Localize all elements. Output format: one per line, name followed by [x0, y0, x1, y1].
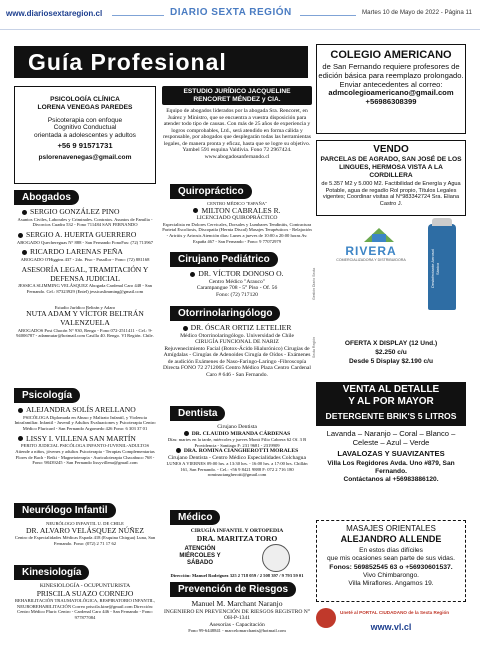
pediatra-details: Centro Médico "Arauco"	[208, 278, 266, 285]
ad-estudio-juridico	[162, 86, 312, 160]
ad-subtitle: PARCELAS DE AGRADO, SAN JOSÉ DE LOS LINGUES, HERMOSA VISTA A LA CORDILLERA	[320, 156, 462, 179]
bullet-icon	[193, 208, 198, 213]
ad-email[interactable]: admcolegioamericano@gmail.com	[328, 88, 454, 98]
lawyer-details: ABOGADO O'Higgins 437 - 2do. Piso - Pasaflor - Fono: (72) 881168	[20, 257, 150, 263]
dentist-details: LUNES A VIERNES 09:00 hrs. a 13:30 hrs. - 16:00 hrs. a 17:00 hrs. Chillán 161, San Fernando. - Cel.: +56 9 8421 9888 F: 072 2 716 180 rominaciangherotti@gmail.com	[166, 461, 308, 478]
ad-phone[interactable]: +56986308399	[365, 97, 417, 107]
quiro-details: CENTRO MÉDICO "ESPAÑA"	[207, 201, 267, 206]
offer-price: $2.250 c/u	[375, 349, 407, 356]
page-header	[0, 0, 480, 30]
ad-venta-banner	[316, 382, 466, 426]
section-neurologo: Neurólogo Infantil	[14, 503, 116, 518]
psicologia-list	[14, 406, 156, 466]
venta-colors: Lavanda – Naranjo – Coral – Blanco – Celeste – Azul – Verde	[326, 429, 456, 447]
neuro-details: Centro de Especialidades Médicas Espada 418 (Esquina Chirgua) Luna, San Fernando. Fono: (072) 2 71 17 62	[14, 535, 156, 546]
bullet-icon	[176, 448, 181, 453]
rivera-tagline: COMERCIALIZADORA Y DISTRIBUIDORA	[336, 258, 406, 262]
venta-contact[interactable]: Contáctanos al +56983886120.	[343, 475, 439, 483]
firm-website[interactable]: www.abogadosanfernando.cl	[204, 153, 270, 160]
portal-text: Uneté al PORTAL CIUDADANO de la Sexta Región	[340, 610, 450, 615]
psychologist-details: PSICÓLOGA Diplomada en Abuso y Maltrato Infantil, y Violencia Intrafamiliar. Infantil - Juvenil y Adultos Evaluaciones y Psicoterapia Centro Médico Pluricard - San Fernando Argomedo 426 Fono: 6 303 37 01	[14, 414, 156, 431]
riesgos-contact[interactable]: Fono 99-6448841 - marcelomarchants@hotmail.com	[188, 628, 286, 634]
section-quiropractico: Quiropráctico	[170, 184, 252, 199]
otorrino-ad	[162, 324, 312, 378]
pediatra-name: DR. VÍCTOR DONOSO O.	[198, 269, 284, 278]
venta-line: VENTA AL DETALLE	[342, 384, 440, 395]
ad-body: de San Fernando requiere profesores de edición básica para reemplazo prolongado. Enviar antecedentes al correo:	[318, 62, 464, 89]
section-psicologia: Psicología	[14, 388, 80, 403]
riesgos-name: Manuel M. Marchant Naranjo	[191, 599, 283, 608]
ad-address: Vivo Chimbarongo.	[363, 572, 419, 579]
rivera-logo-icon	[360, 224, 398, 244]
section-abogados: Abogados	[14, 190, 79, 205]
kinesiologia-ad	[14, 583, 156, 621]
lawyer-name: SERGIO GONZÁLEZ PINO	[30, 207, 120, 216]
bullet-icon	[22, 250, 27, 255]
ad-vendo-parcelas	[316, 140, 466, 216]
side-credit: Sexta Región	[312, 336, 316, 358]
section-cirujano-pediatrico: Cirujano Pediátrico	[170, 252, 278, 267]
lawyer-name: NUTA ADAM Y VÍCTOR BELTRÁN VALENZUELA	[26, 309, 144, 327]
section-medico: Médico	[170, 510, 220, 525]
aerosol-can-icon	[428, 224, 456, 310]
ad-phone[interactable]: Fonos: 569852545 63 o +56930601537.	[329, 564, 453, 571]
ad-name: ALEJANDRO ALLENDE	[340, 534, 442, 544]
bullet-icon	[22, 210, 27, 215]
ad-title: MASAJES ORIENTALES	[346, 524, 436, 533]
ad-line: orientada a adolescentes y adultos	[34, 132, 136, 140]
abogados-list	[14, 208, 156, 339]
ad-title: VENDO	[373, 144, 409, 155]
quiro-name: MILTON CABRALES R.	[201, 205, 281, 215]
lawyer-details: Asuntos Civiles, Laborales y Criminales. Contratos. Asuntos de Familia - Divorcios Cuadra 532 - Fono 711484 SAN FERNANDO	[17, 216, 153, 228]
rivera-brand: RIVERA	[345, 244, 397, 258]
ad-rivera	[316, 222, 466, 378]
otorrino-details: Rejuvenecimiento Facial (Botox-Ácido Hialurónico) Cirugías de Amígdalas - Cirugías de Adenoides Cirugía de Oídos - Exámenes de audición Exámenes de Naso-Faringo-Laringo -Fibroscopía Directa FONO 72 2712065 Centro Médico Plaza Centro Cardenal Caro # 646 - San Fernando.	[163, 345, 311, 378]
dentist-details: Cirujano Dentista - Centro Médico Especialidades Colchagua	[168, 454, 306, 461]
neurologo-ad	[14, 521, 156, 547]
ad-psicologia-clinica	[14, 86, 156, 184]
neuro-details: NEURÓLOGO INFANTIL U. DE CHILE	[46, 521, 124, 526]
section-dentista: Dentista	[170, 406, 225, 421]
ad-email[interactable]: pslorenavenegas@gmail.com	[38, 153, 132, 161]
ad-body: de 5.357 M2 y 5.000 M2. Factibilidad de Energía y Agua Potable, agua de regadío Rol propio, Títulos Legales vigentes; Coordinar visitas al N°983342724 Sra. Eliana Castro J.	[321, 181, 461, 207]
ad-portal	[316, 606, 466, 646]
hospital-logo-icon	[262, 544, 290, 572]
ad-line: Psicoterapia con enfoque	[47, 116, 123, 124]
quiro-details: LICENCIADO QUIROPRÁCTICO	[196, 215, 278, 222]
riesgos-ad	[162, 600, 312, 634]
section-prevencion-riesgos: Prevención de Riesgos	[170, 582, 296, 597]
venta-details	[316, 430, 466, 484]
pediatra-details: Fono: (72) 717120	[216, 291, 258, 298]
dentist-name: DRA. ROMINA CIANGHEROTTI MORALES	[183, 448, 299, 455]
ad-colegio-americano	[316, 44, 466, 134]
lawyer-name: RICARDO LARENAS PEÑA	[30, 247, 123, 257]
section-otorrino: Otorrinolaringólogo	[170, 306, 280, 321]
lawyer-details: JESSICA SLIMMING VELÁSQUEZ Abogada Cardenal Caro 448 - San Fernando. Cel.: 87323929 (Entel) jessicaslimming@gmail.com	[18, 283, 152, 294]
bullet-icon	[184, 431, 189, 436]
can-cap-icon	[432, 218, 452, 226]
firm-phone[interactable]: Yambel 591 esquina Valdivia. Fono 72 2967424.	[182, 147, 292, 153]
ad-name: LORENA VENEGAS PAREDES	[37, 103, 133, 111]
neuro-name: DR. ALVARO VELÁSQUEZ NÚÑEZ	[26, 525, 144, 535]
kine-details: REHABILITACIÓN TRAUMATOLÓGICA, RESPIRATORIO INFANTIL, NEUROREHABILITACIÓN Correo priscila.kine@gmail.com Dirección: Centro Médico Pluric Centro - Cardenal Caro 446 - San Fernando - Fono: 977877084	[14, 598, 156, 621]
ad-phone[interactable]: +56 9 91571731	[57, 140, 113, 150]
riesgos-details: Asesorías - Capacitación	[209, 621, 265, 628]
bullet-icon	[183, 326, 188, 331]
medico-name: DRA. MARITZA TORO	[196, 533, 278, 543]
venta-address: Villa Los Regidores Avda. Uno #879, San Fernando.	[327, 460, 455, 476]
riesgos-details: INGENIERO EN PREVENCIÓN DE RIESGOS REGISTRO N° OH-P-1341	[163, 608, 311, 622]
dentist-title: Cirujano Dentista	[217, 424, 257, 430]
ad-title: COLEGIO AMERICANO	[330, 49, 452, 61]
otorrino-name-row	[162, 324, 312, 333]
portal-website[interactable]: www.vl.cl	[370, 622, 412, 632]
lawyer-details: ABOGADO Quechereguas N° 888 - San Fernando FonoFax: (72) 713967	[16, 239, 154, 245]
ad-line: que mis ocasiones sean parte de sus vidas.	[327, 555, 455, 562]
ad-line: Cognitivo Conductual	[53, 124, 117, 132]
lawyer-details: ABOGADOS Post Chacón N° 930, Rengo - Fono 072-2511411 - Cel.: 9-94006787 - adamnutar@hotmail.com Casilla 40. Rengo. VI Región. Chile.	[16, 327, 154, 339]
otorrino-details: Médico Otorrinolaringólogo. Universidad de Chile	[180, 332, 294, 339]
ad-line: En estos días difíciles	[359, 547, 423, 554]
ad-address: Villa Miraflores. Angamos 19.	[348, 580, 434, 587]
bullet-icon	[190, 272, 195, 277]
dentist-name-row	[162, 448, 312, 455]
side-credit: Gestión Diario Sexta	[312, 267, 316, 300]
venta-product: DETERGENTE BRIK'S 5 LITROS	[325, 411, 457, 421]
medico-hours: ATENCIÓN MIÉRCOLES Y SÁBADO	[179, 546, 221, 566]
header-rule-left	[112, 15, 164, 16]
medico-specialty: CIRUGÍA INFANTIL Y ORTOPEDIA	[190, 528, 284, 534]
bullet-icon	[18, 436, 23, 441]
psychologist-name: ALEJANDRA SOLÍS ARELLANO	[26, 405, 136, 414]
quiro-ad	[162, 201, 312, 244]
site-url[interactable]: www.diariosextaregion.cl	[6, 9, 103, 18]
portal-logo-icon	[316, 608, 336, 628]
venta-line: Y AL POR MAYOR	[348, 396, 434, 407]
otorrino-details: CIRUGÍA FUNCIONAL DE NARIZ	[195, 339, 279, 346]
offer-line: OFERTA X DISPLAY (12 Und.)	[344, 340, 438, 347]
psychologist-details: PERITO JUDICIAL PSICÓLOGA INFANTO-JUVENIL-ADULTOS Atiende a niños, jóvenes y adultos Psicoterapia - Terapias Complementarias Flores de Bach - Reiki - Magnetoterapia - Auriculoterapia Chacabuco 768 - Fono: 98439245 - San Fernando lissyvillena@gmail.com	[15, 443, 155, 466]
lawyer-name: ASESORÍA LEGAL, TRAMITACIÓN Y DEFENSA JUDICIAL	[21, 264, 149, 283]
otorrino-name: DR. ÓSCAR ORTIZ LETELIER	[190, 323, 292, 332]
section-kinesiologia: Kinesiología	[14, 565, 89, 580]
pediatra-ad	[162, 270, 312, 298]
issue-date: Martes 10 de Mayo de 2022 - Página 11	[362, 9, 472, 16]
medico-ad	[162, 528, 312, 579]
firm-banner: ESTUDIO JURÍDICO JACQUELINE RENCORET MÉNDEZ y CIA.	[162, 86, 312, 105]
venta-line: LAVALOZAS Y SUAVIZANTES	[337, 448, 445, 458]
pediatra-details: Carampangue 708 - 5° Piso - Of. 56	[196, 285, 278, 292]
lawyer-name: SERGIO A. HUERTA GUERRERO	[26, 229, 137, 239]
firm-body: Equipo de abogados liderados por la abogada Sra. Rencoret, en Juárez y Ministro, que se encuentra a vuestra disposición para atender todo tipo de causas. Con más de 25 años de experiencia y logros comprobables, Ltd., será atendido en forma cálida y responsable, por abogados que desplegarán todas las herramientas legales, de manera pronta y eficaz, hasta que se logre su objetivo.	[163, 108, 311, 147]
bullet-icon	[18, 408, 23, 413]
quiro-details: Especialista en Dolores Cervicales, Dorsales y Lumbares Tendinitis, Contractura Parietal Escoliosis, Discopatía (Hernia Discal) Masajes Terapéuticos - Relajación - Artritis y Artrosis Atención días: Lunes a jueves de 10:00 a 20:00 horas Av. España 467 - San Fernando - Fono: 9 77072979	[162, 221, 312, 244]
kine-details: KINESIOLOGÍA - OCUPUNTURISTA	[39, 583, 131, 589]
bullet-icon	[18, 233, 23, 238]
product-label: Desinfectante Aerosol Sánico	[430, 249, 440, 289]
dentista-ad	[162, 424, 312, 478]
ad-title: PSICOLOGÍA CLÍNICA	[50, 96, 120, 103]
kine-name: PRISCILA SUAZO CORNEJO	[36, 588, 134, 598]
section-banner: Guía Profesional	[14, 46, 308, 78]
psychologist-name: LISSY I. VILLENA SAN MARTÍN	[26, 433, 136, 443]
dentist-name: DR. CLAUDIO MIRANDA CÁRDENAS	[191, 430, 291, 437]
medico-address: Dirección: Manuel Rodríguez 325 2 718 059 / 2 508 397 / 9 793 59 01	[170, 573, 304, 579]
pediatra-name-row	[162, 270, 312, 279]
ad-masajes	[316, 520, 466, 602]
header-rule-right	[300, 15, 356, 16]
dentist-details: Días: martes en la tarde, miércoles y jueves Montt Filio Cabrera 62 Of. 3 B Providencia - Santiago F: 231 9681 - 2319909	[167, 437, 307, 448]
offer-bulk-price: Desde 5 Display $2.190 c/u	[349, 358, 433, 365]
newspaper-title: DIARIO SEXTA REGIÓN	[170, 7, 292, 18]
firm-title: Estudio Jurídico Beltrán y Adaro	[54, 304, 116, 310]
